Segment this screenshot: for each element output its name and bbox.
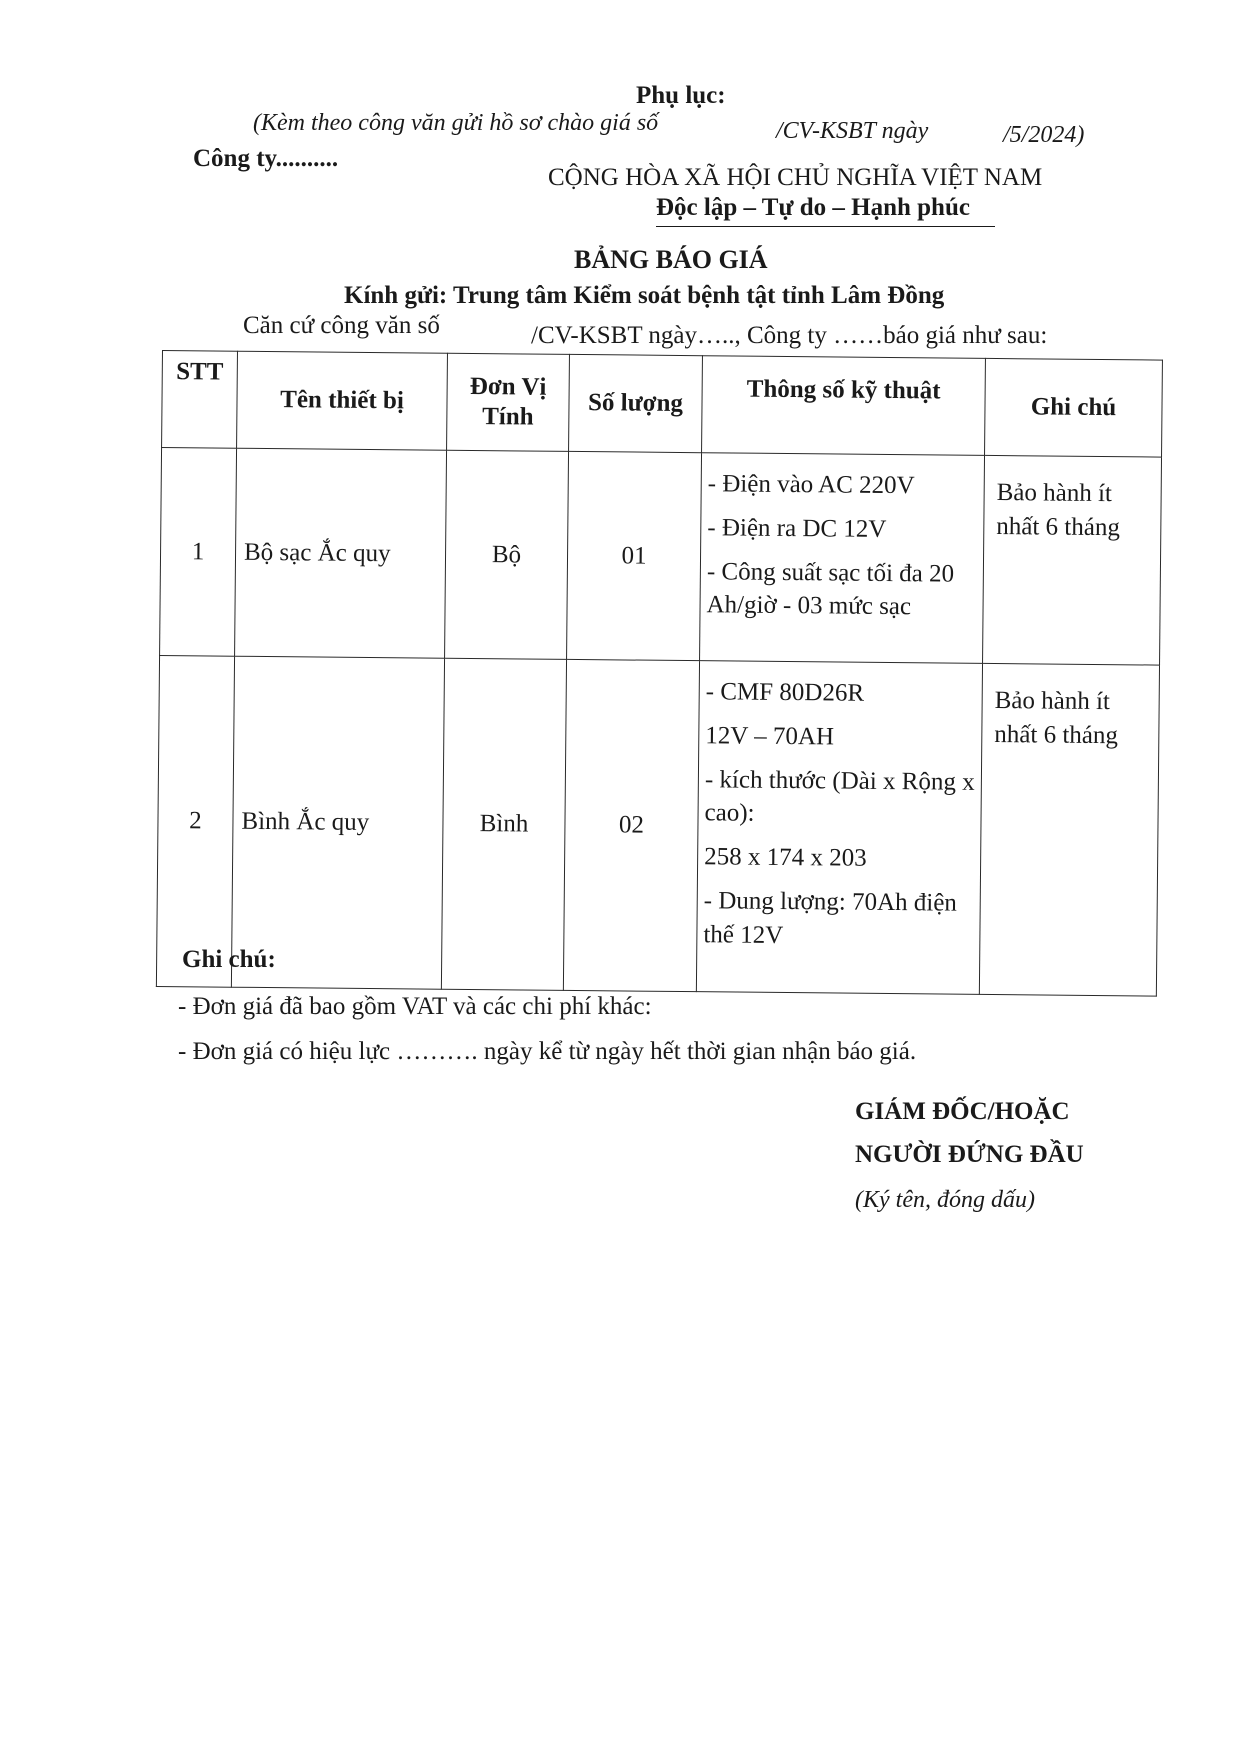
- header-stt: STT: [162, 351, 238, 449]
- document-title: BẢNG BÁO GIÁ: [574, 245, 768, 274]
- table-header-row: [162, 351, 1163, 458]
- header-device-name: Tên thiết bị: [237, 351, 448, 450]
- header-quantity: Số lượng: [569, 354, 703, 452]
- row-device-name: Bình Ắc quy: [231, 656, 444, 989]
- header-specifications: Thông số kỹ thuật: [702, 356, 986, 456]
- table-row: [160, 448, 1162, 666]
- spec-line: 12V – 70AH: [705, 721, 835, 751]
- basis-line-start: Căn cứ công văn số: [243, 312, 440, 339]
- appendix-reference-number: /CV-KSBT ngày: [776, 118, 929, 144]
- note-item: - Đơn giá có hiệu lực ………. ngày kể từ ngày hết thời gian nhận báo giá.: [178, 1038, 917, 1065]
- spec-line: - Công suất sạc tối đa 20 Ah/giờ - 03 mức sạc: [706, 557, 955, 621]
- row-stt: 1: [160, 448, 237, 657]
- table-row: [156, 655, 1159, 996]
- row-unit: Bình: [441, 658, 566, 990]
- spec-line: - Điện ra DC 12V: [707, 513, 887, 543]
- header-unit: Đơn Vị Tính: [447, 353, 570, 451]
- row-note: Bảo hành ít nhất 6 tháng: [979, 663, 1159, 996]
- quotation-table: [156, 350, 1163, 997]
- company-name: Công ty..........: [193, 145, 339, 172]
- row-device-name: Bộ sạc Ắc quy: [235, 448, 447, 658]
- appendix-reference-date: /5/2024): [1003, 122, 1085, 148]
- spec-line: - Dung lượng: 70Ah điện thế 12V: [703, 886, 957, 949]
- spec-line: - kích thước (Dài x Rộng x cao):: [704, 765, 975, 827]
- row-unit: Bộ: [445, 450, 569, 659]
- notes-heading: Ghi chú:: [182, 946, 276, 973]
- spec-line: - CMF 80D26R: [705, 678, 865, 707]
- note-item: - Đơn giá đã bao gồm VAT và các chi phí khác:: [178, 993, 652, 1020]
- national-title: CỘNG HÒA XÃ HỘI CHỦ NGHĨA VIỆT NAM: [548, 164, 1043, 191]
- header-note: Ghi chú: [985, 358, 1163, 457]
- appendix-title: Phụ lục:: [636, 82, 726, 109]
- row-note: Bảo hành ít nhất 6 tháng: [983, 455, 1162, 665]
- row-specifications: [700, 453, 985, 664]
- appendix-reference: (Kèm theo công văn gửi hồ sơ chào giá số: [253, 110, 659, 136]
- recipient-line: Kính gửi: Trung tâm Kiểm soát bệnh tật tỉnh Lâm Đồng: [344, 282, 945, 309]
- national-motto: Độc lập – Tự do – Hạnh phúc: [656, 194, 970, 221]
- spec-line: - Điện vào AC 220V: [707, 470, 915, 500]
- basis-line-end: /CV-KSBT ngày….., Công ty ……báo giá như sau:: [531, 322, 1048, 349]
- signatory-title: NGƯỜI ĐỨNG ĐẦU: [855, 1141, 1084, 1168]
- row-stt: 2: [156, 655, 234, 987]
- row-quantity: 02: [563, 659, 699, 991]
- row-specifications: [696, 661, 982, 995]
- signatory-title: GIÁM ĐỐC/HOẶC: [855, 1098, 1070, 1125]
- row-quantity: 01: [567, 451, 702, 660]
- spec-line: 258 x 174 x 203: [704, 843, 867, 872]
- motto-underline: [656, 226, 995, 227]
- signature-instruction: (Ký tên, đóng dấu): [855, 1187, 1035, 1213]
